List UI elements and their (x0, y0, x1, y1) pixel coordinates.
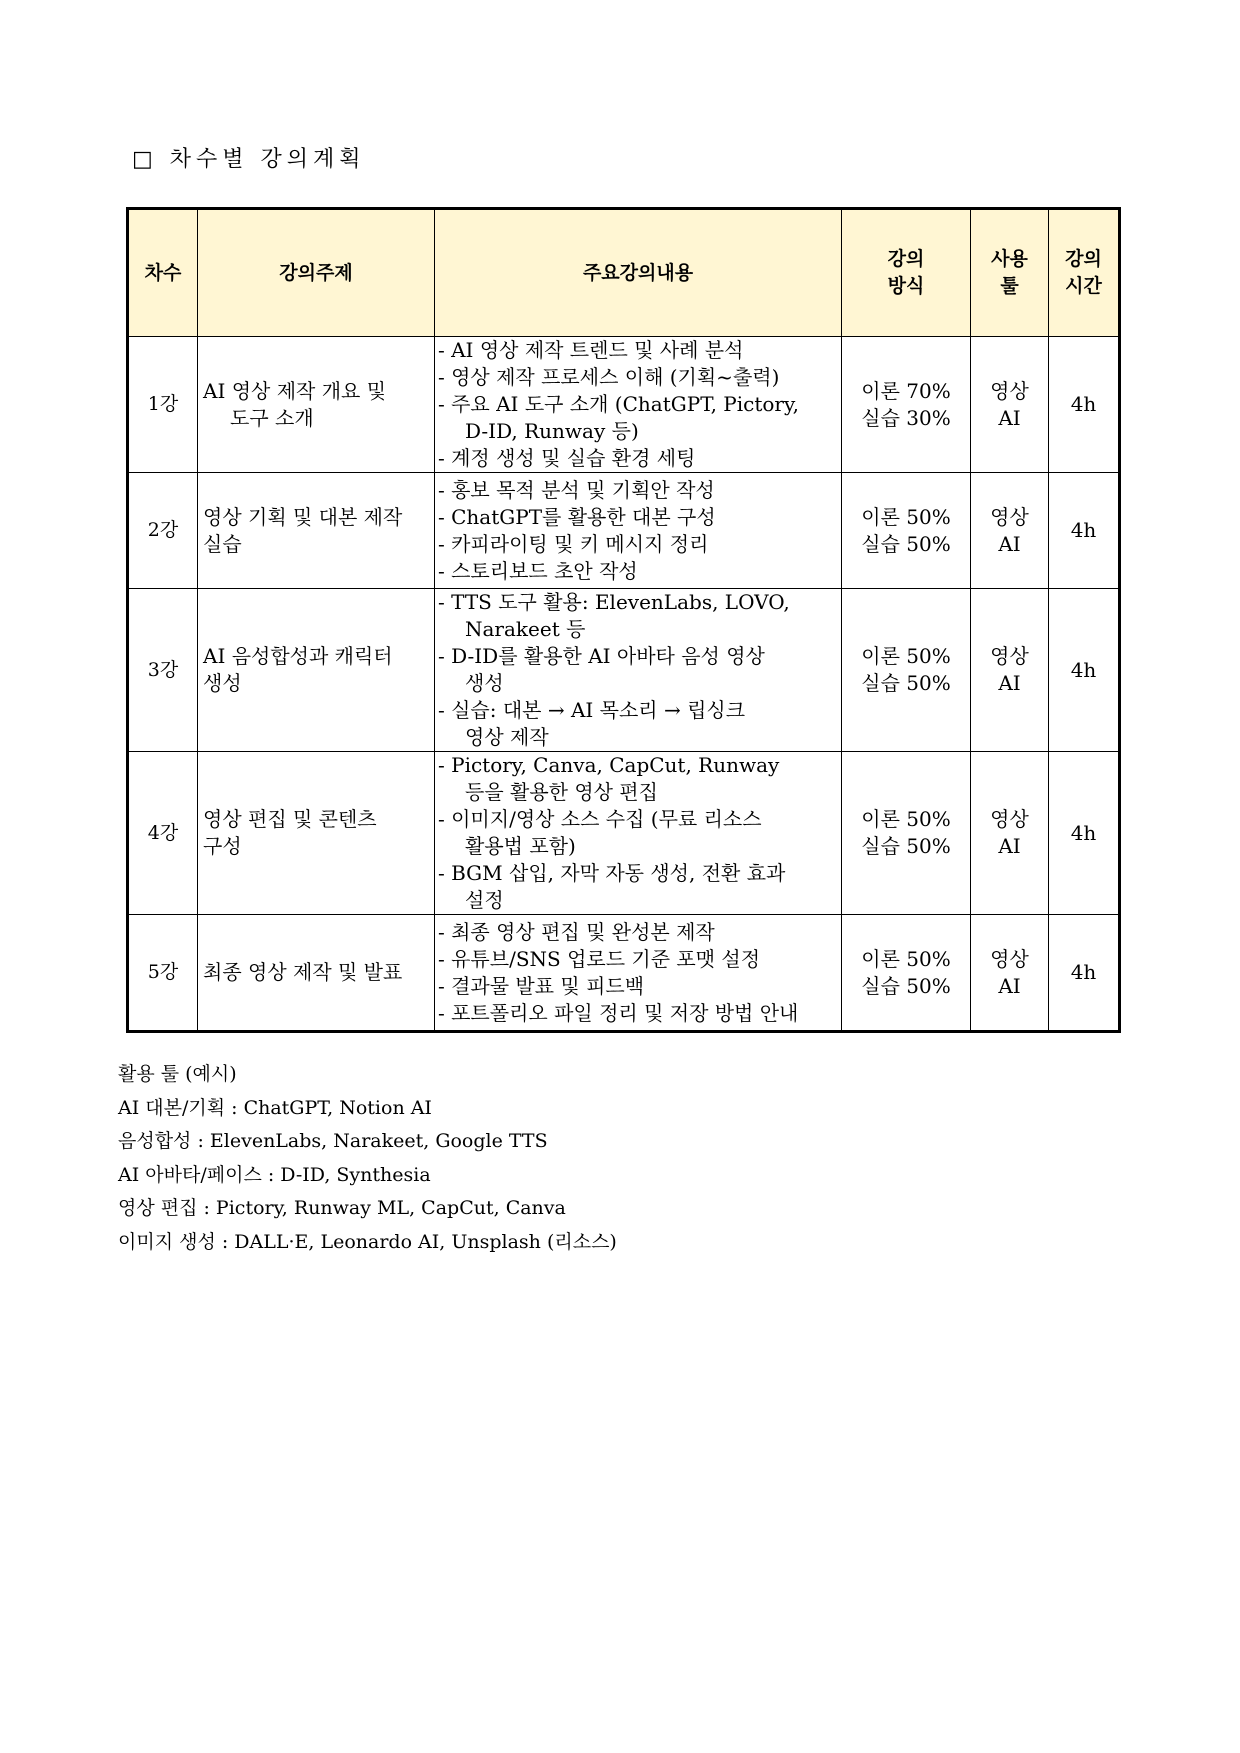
hours-cell: 4h (1049, 915, 1120, 1032)
tool-cell: 영상 AI (971, 337, 1049, 473)
hours-cell: 4h (1049, 589, 1120, 752)
session-cell: 3강 (128, 589, 198, 752)
method-cell: 이론 50% 실습 50% (842, 752, 971, 915)
table-row (128, 337, 1120, 473)
header-hours: 강의 시간 (1049, 209, 1120, 337)
method-cell: 이론 50% 실습 50% (842, 589, 971, 752)
header-session: 차수 (128, 209, 198, 337)
session-cell: 2강 (128, 473, 198, 589)
method-cell: 이론 50% 실습 50% (842, 915, 971, 1032)
tool-cell: 영상 AI (971, 915, 1049, 1032)
method-cell: 이론 50% 실습 50% (842, 473, 971, 589)
header-content: 주요강의내용 (435, 209, 842, 337)
tool-cell: 영상 AI (971, 473, 1049, 589)
session-cell: 1강 (128, 337, 198, 473)
topic-cell: AI 음성합성과 캐릭터 생성 (198, 589, 435, 752)
tool-line: 음성합성 : ElevenLabs, Narakeet, Google TTS (118, 1130, 548, 1152)
tool-cell: 영상 AI (971, 752, 1049, 915)
content-cell: - AI 영상 제작 트렌드 및 사례 분석 - 영상 제작 프로세스 이해 (기획~출력) - 주요 AI 도구 소개 (ChatGPT, Pictory, D-ID, Runway 등) - 계정 생성 및 실습 환경 세팅 (435, 337, 842, 473)
topic-cell: 최종 영상 제작 및 발표 (198, 915, 435, 1032)
tool-line: AI 아바타/페이스 : D-ID, Synthesia (118, 1163, 431, 1186)
table-header-row (128, 209, 1120, 337)
tool-line: 이미지 생성 : DALL·E, Leonardo AI, Unsplash (리소스) (118, 1230, 617, 1253)
content-cell: - TTS 도구 활용: ElevenLabs, LOVO, Narakeet 등 - D-ID를 활용한 AI 아바타 음성 영상 생성 - 실습: 대본 → AI 목소리 → 립싱크 영상 제작 (435, 589, 842, 752)
topic-cell: 영상 편집 및 콘텐츠 구성 (198, 752, 435, 915)
header-topic: 강의주제 (198, 209, 435, 337)
hours-cell: 4h (1049, 473, 1120, 589)
tool-line: 영상 편집 : Pictory, Runway ML, CapCut, Canva (118, 1197, 566, 1219)
hours-cell: 4h (1049, 752, 1120, 915)
topic-cell: 영상 기획 및 대본 제작 실습 (198, 473, 435, 589)
tools-title: 활용 툴 (예시) (118, 1063, 237, 1085)
session-cell: 5강 (128, 915, 198, 1032)
content-cell: - Pictory, Canva, CapCut, Runway 등을 활용한 영상 편집 - 이미지/영상 소스 수집 (무료 리소스 활용법 포함) - BGM 삽입, 자막 자동 생성, 전환 효과 설정 (435, 752, 842, 915)
table-row (128, 473, 1120, 589)
header-tool: 사용 툴 (971, 209, 1049, 337)
method-cell: 이론 70% 실습 30% (842, 337, 971, 473)
content-cell: - 홍보 목적 분석 및 기획안 작성 - ChatGPT를 활용한 대본 구성 - 카피라이팅 및 키 메시지 정리 - 스토리보드 초안 작성 (435, 473, 842, 589)
content-cell: - 최종 영상 편집 및 완성본 제작 - 유튜브/SNS 업로드 기준 포맷 설정 - 결과물 발표 및 피드백 - 포트폴리오 파일 정리 및 저장 방법 안내 (435, 915, 842, 1032)
table-row (128, 589, 1120, 752)
topic-cell: AI 영상 제작 개요 및 도구 소개 (198, 337, 435, 473)
tools-list (118, 1058, 617, 1259)
tool-line: AI 대본/기획 : ChatGPT, Notion AI (118, 1096, 432, 1119)
table-row (128, 915, 1120, 1032)
session-cell: 4강 (128, 752, 198, 915)
hours-cell: 4h (1049, 337, 1120, 473)
table-row (128, 752, 1120, 915)
header-method: 강의 방식 (842, 209, 971, 337)
section-heading: □ 차수별 강의계획 (132, 147, 366, 172)
lecture-plan-table (126, 207, 1121, 1033)
tool-cell: 영상 AI (971, 589, 1049, 752)
